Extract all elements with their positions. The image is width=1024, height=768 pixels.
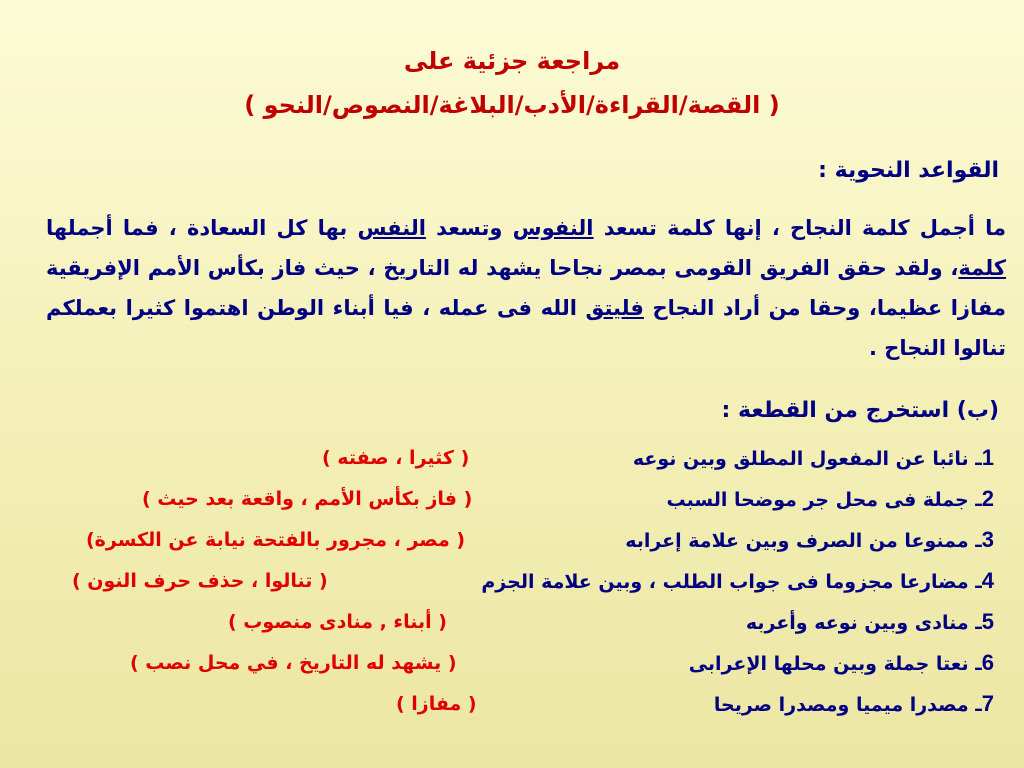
question-number: 5: [981, 609, 994, 634]
question-number: 6: [981, 650, 994, 675]
question-row: [667, 481, 994, 517]
answer-text: ( كثيرا ، صفته ): [322, 447, 470, 469]
paragraph-text: عمله ، فيا أبناء الوطن اهتموا كثيرا بعملكم تنالوا النجاح .: [46, 296, 1006, 360]
slide-title: مراجعة جزئية على: [403, 47, 621, 75]
question-text: ـ جملة فى محل جر موضحا السبب: [666, 489, 982, 511]
question-text: ـ مصدرا ميميا ومصدرا صريحا: [713, 694, 982, 716]
question-number: 4: [981, 568, 994, 593]
question-row: [481, 563, 994, 599]
paragraph-text: ، ولقد حقق الفريق القومى بمصر نجاحا يشهد له التاريخ: [383, 256, 959, 280]
underlined-word: النفوس: [512, 216, 594, 240]
question-row: [746, 604, 994, 640]
answer-text: ( أبناء , منادى منصوب ): [228, 611, 447, 633]
question-number: 1: [981, 445, 994, 470]
section-heading-extract: (ب) استخرج من القطعة :: [721, 398, 999, 423]
question-number: 7: [981, 691, 994, 716]
question-row: [633, 440, 994, 476]
section-heading-grammar: القواعد النحوية :: [818, 158, 999, 183]
question-text: ـ نائبا عن المفعول المطلق وبين نوعه: [632, 448, 982, 470]
answer-text: ( يشهد له التاريخ ، في محل نصب ): [130, 652, 457, 674]
answer-text: ( فاز بكأس الأمم ، واقعة بعد حيث ): [142, 488, 473, 510]
underlined-word: النفس: [357, 216, 426, 240]
question-row: [714, 686, 994, 722]
reading-paragraph: [46, 208, 1006, 368]
answer-text: ( تنالوا ، حذف حرف النون ): [72, 570, 328, 592]
question-text: ـ منادى وبين نوعه وأعربه: [745, 612, 982, 634]
question-text: ـ مضارعا مجزوما فى جواب الطلب ، وبين علامة الجزم: [481, 571, 982, 593]
paragraph-text: بها كل: [276, 216, 358, 240]
answer-text: ( مفازا ): [396, 693, 477, 715]
paragraph-text: ما أجمل كلمة النجاح ، إنها كلمة تسعد: [593, 216, 1007, 240]
answer-text: ( مصر ، مجرور بالفتحة نيابة عن الكسرة): [86, 529, 466, 551]
question-number: 3: [981, 527, 994, 552]
question-number: 2: [981, 486, 994, 511]
question-text: ـ نعتا جملة وبين محلها الإعرابى: [688, 653, 982, 675]
underlined-word: فليتق: [585, 296, 644, 320]
paragraph-text: الله فى: [497, 296, 586, 320]
underlined-word: كلمة: [958, 256, 1006, 280]
paragraph-text: ، حيث فاز بكأس الأمم الإفريقية مفازا عظيما، وحقا من أراد النجاح: [46, 256, 1007, 320]
paragraph-text: السعادة ، فما أجملها: [46, 216, 267, 240]
slide-subtitle: ( القصة/القراءة/الأدب/البلاغة/النصوص/النحو ): [244, 91, 780, 119]
question-text: ـ ممنوعا من الصرف وبين علامة إعرابه: [625, 530, 982, 552]
question-row: [625, 522, 994, 558]
question-row: [689, 645, 994, 681]
paragraph-text: وتسعد: [425, 216, 513, 240]
